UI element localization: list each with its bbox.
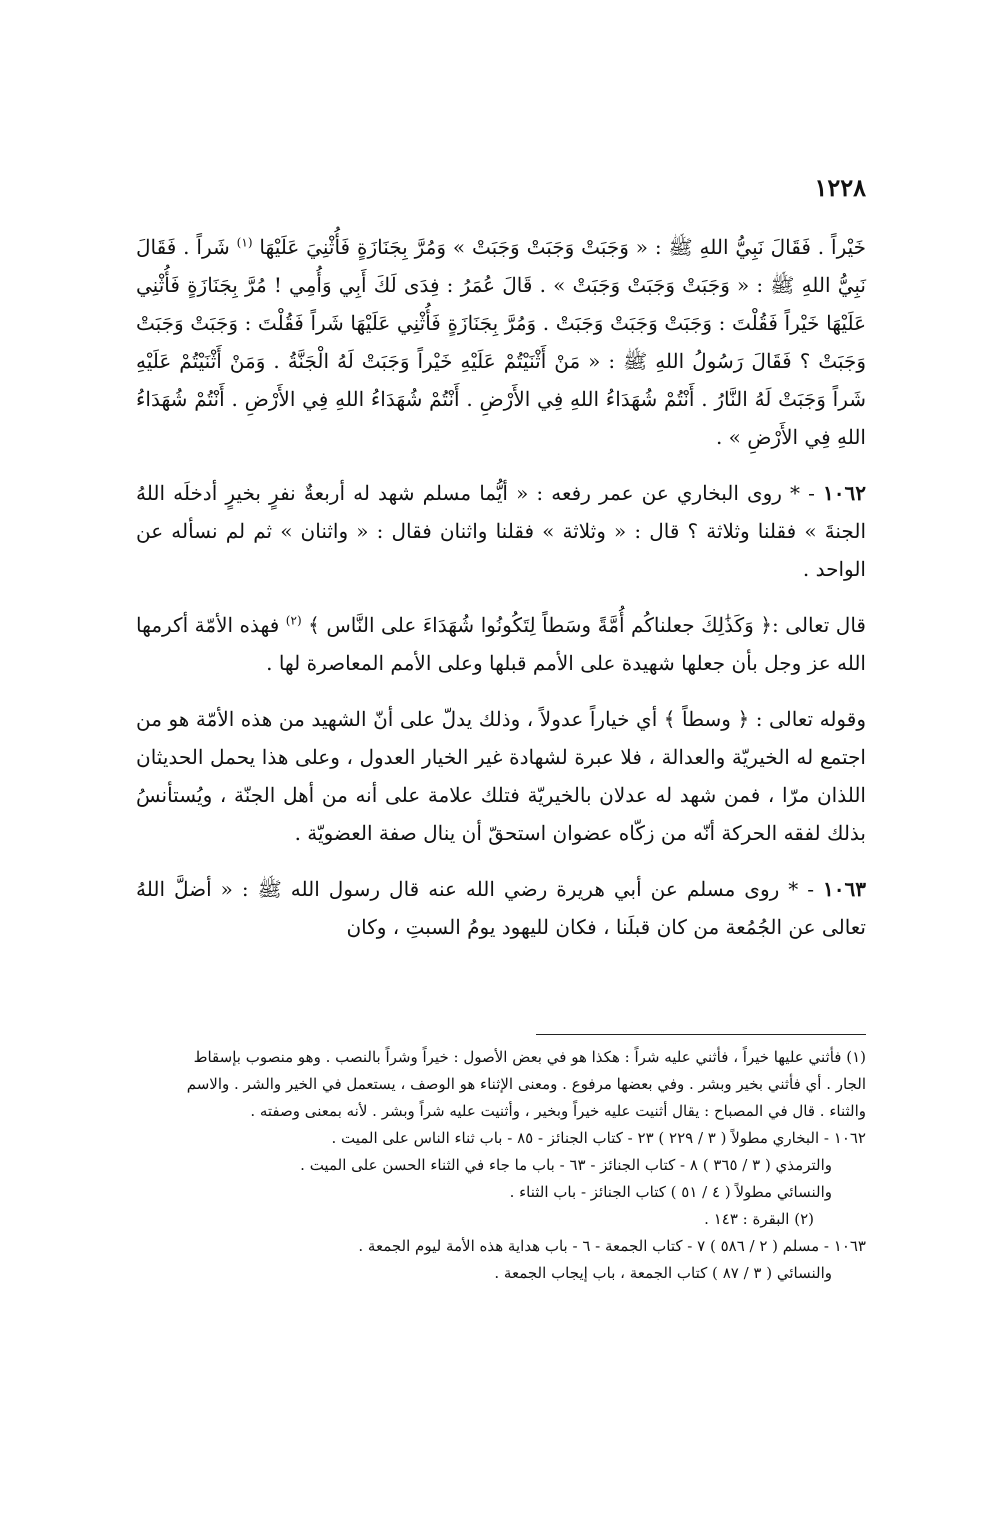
footnote-line: والترمذي ( ٣ / ٣٦٥ ) ٨ - كتاب الجنائز - ٦٣ - باب ما جاء في الثناء الحسن على الميت . [300,1156,832,1174]
footnote-line: (١) فأثني عليها خيراً ، فأثني عليه شراً : هكذا هو في بعض الأصول : خيراً وشراً بالنصب . وهو منصوب بإسقاط [193,1048,866,1066]
commentary-paragraph-2: وقوله تعالى : ﴿ وسطاً ﴾ أي خياراً عدولاً ، وذلك يدلّ على أنّ الشهيد من هذه الأمّة هو من اجتمع له الخيريّة والعدالة ، فلا عبرة لشهادة غير الخيار العدول ، وعلى هذا يحمل الحديثان اللذان مرّا ، فمن شهد له عدلان بالخيريّة فتلك علامة على أنه من أهل الجنّة ، ويُستأنسُ بذلك لفقه الحركة أنّه من زكّاه عضوان استحقّ أن ينال صفة العضويّة . [136,707,866,845]
hadith-1062 [136,474,866,588]
footnote-line: والنسائي ( ٣ / ٨٧ ) كتاب الجمعة ، باب إيجاب الجمعة . [494,1264,832,1282]
footnote-reference-1: (١) [236,235,253,250]
footnote-reference-2: (٢) [285,613,302,628]
hadith-text-1062: - * روى البخاري عن عمر رفعه : « أيُّما مسلم شهد له أربعةٌ نفرٍ بخيرٍ أدخلَه اللهُ الجنةَ » فقلنا وثلاثة ؟ قال : « وثلاثة » فقلنا واثنان فقال : « واثنان » ثم لم نسأله عن الواحد . [136,481,866,581]
footnote-line: (٢) البقرة : ١٤٣ . [704,1210,814,1228]
footnote-line: الجار . أي فأثني بخير وبشر . وفي بعضها مرفوع . ومعنى الإثناء هو الوصف ، يستعمل في الخير والشر . والاسم [186,1075,866,1093]
footnotes [136,1044,866,1287]
commentary-text-before-note: قال تعالى :﴿ وَكَذَٰلِكَ جعلناكُم أُمَّةً وسَطاً لِتَكُونُوا شُهَدَاءَ على النَّاس ﴾ [308,613,866,637]
hadith-number-1062: ١٠٦٢ [823,481,866,505]
footnote-line: ١٠٦٢ - البخاري مطولاً ( ٣ / ٢٢٩ ) ٢٣ - كتاب الجنائز - ٨٥ - باب ثناء الناس على الميت . [331,1129,866,1147]
hadith-text-1063: - * روى مسلم عن أبي هريرة رضي الله عنه قال رسول الله ﷺ : « أضلَّ اللهُ تعالى عن الجُمُعة من كان قبلَنا ، فكان لليهود يومُ السبتِ ، وكان [136,877,866,939]
commentary-text-after-note: فهذه الأمّة أكرمها الله عز وجل بأن جعلها شهيدة على الأمم قبلها وعلى الأمم المعاصرة لها . [136,613,866,675]
hadith-text-before-note: خَيْراً . فَقَالَ نَبِيُّ اللهِ ﷺ : « وَجَبَتْ وَجَبَتْ وَجَبَتْ » وَمُرَّ بِجَنَازَةٍ فَأُثْنِيَ عَلَيْهَا [259,235,866,259]
hadith-text-continued [136,228,866,456]
footnote-line: ١٠٦٣ - مسلم ( ٢ / ٥٨٦ ) ٧ - كتاب الجمعة - ٦ - باب هداية هذه الأمة ليوم الجمعة . [358,1237,866,1255]
page-number: ١٢٢٨ [814,173,866,202]
footnote-divider [536,1034,866,1035]
hadith-text-after-note: شَراً . فَقَالَ نَبِيُّ اللهِ ﷺ : « وَجَبَتْ وَجَبَتْ وَجَبَتْ » . قَالَ عُمَرُ : فِدَى لَكَ أَبِي وَأُمِي ! مُرَّ بِجَنَازَةٍ فَأُثْنِي عَلَيْهَا خَيْراً فَقُلْتَ : وَجَبَتْ وَجَبَتْ وَجَبَتْ . وَمُرَّ بِجَنَازَةٍ فَأُثْنِي عَلَيْهَا شَراً فَقُلْتَ : وَجَبَتْ وَجَبَتْ وَجَبَتْ ؟ فَقَالَ رَسُولُ اللهِ ﷺ : « مَنْ أَثْنَيْتُمْ عَلَيْهِ خَيْراً وَجَبَتْ لَهُ الْجَنَّةُ . وَمَنْ أَثْنَيْتُمْ عَلَيْهِ شَراً وَجَبَتْ لَهُ النَّارُ . أَنْتُمْ شُهَدَاءُ اللهِ فِي الأَرْضِ . أَنْتُمْ شُهَدَاءُ اللهِ فِي الأَرْضِ . أَنْتُمْ شُهَدَاءُ اللهِ فِي الأَرْضِ » . [136,235,866,449]
footnote-line: والثناء . قال في المصباح : يقال أثنيت عليه خيراً وبخير ، وأثنيت عليه شراً وبشر . لأنه بمعنى وصفته . [250,1102,866,1120]
footnote-line: والنسائي مطولاً ( ٤ / ٥١ ) كتاب الجنائز - باب الثناء . [509,1183,832,1201]
main-text [136,228,866,960]
hadith-number-1063: ١٠٦٣ [823,877,866,901]
commentary-paragraph-1 [136,606,866,682]
hadith-1063 [136,870,866,946]
